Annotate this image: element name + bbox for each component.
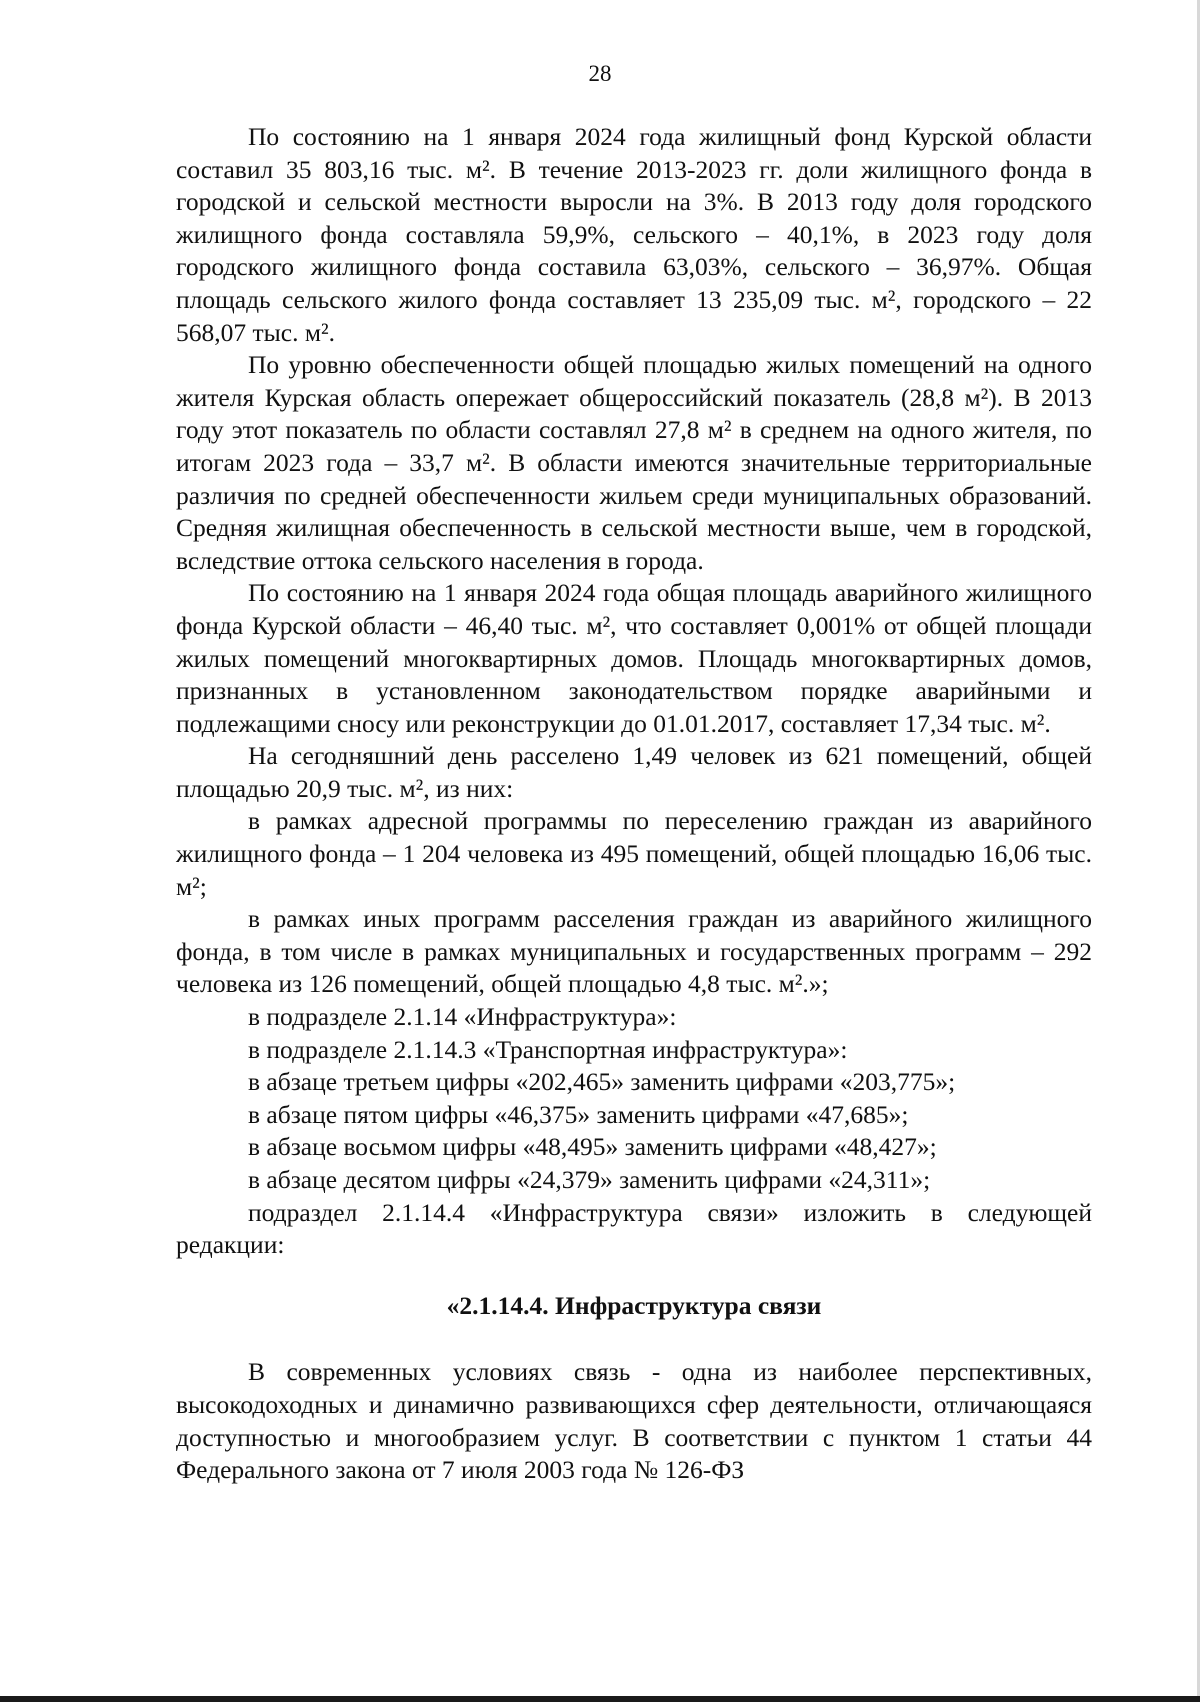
section-heading: «2.1.14.4. Инфраструктура связи xyxy=(446,1290,822,1320)
scan-border-line xyxy=(0,1696,1200,1702)
amendment-para-3: в абзаце третьем цифры «202,465» заменить цифрами «203,775»; xyxy=(248,1067,956,1097)
page-number: 28 xyxy=(588,61,612,86)
paragraph-other-programs: в рамках иных программ расселения граждан из аварийного жилищного фонда, в том числе в рамках муниципальных и государственных программ – 292 человека из 126 помещений, общей площадью 4,8 тыс. м².»; xyxy=(176,904,1092,999)
paragraph-housing-stock: По состоянию на 1 января 2024 года жилищный фонд Курской области составил 35 803,16 тыс. м². В течение 2013-2023 гг. доли жилищного фонда в городской и сельской местности выросли на 3%. В 2013 году доля городского жилищного фонда составляла 59,9%, сельского – 40,1%, в 2023 году доля городского жилищного фонда составила 63,03%, сельского – 36,97%. Общая площадь сельского жилого фонда составляет 13 235,09 тыс. м², городского – 22 568,07 тыс. м². xyxy=(176,122,1092,347)
amendment-para-5: в абзаце пятом цифры «46,375» заменить цифрами «47,685»; xyxy=(248,1099,909,1129)
paragraph-communications: В современных условиях связь - одна из наиболее перспективных, высокодоходных и динамично развивающихся сфер деятельности, отличающаяся доступностью и многообразием услуг. В соответствии с пунктом 1 статьи 44 Федерального закона от 7 июля 2003 года № 126-ФЗ xyxy=(176,1357,1092,1485)
paragraph-resettled: На сегодняшний день расселено 1,49 человек из 621 помещений, общей площадью 20,9 тыс. м², из них: xyxy=(176,741,1092,803)
document-body xyxy=(176,121,1092,1487)
amendment-para-10: в абзаце десятом цифры «24,379» заменить цифрами «24,311»; xyxy=(248,1165,931,1194)
amendment-transport: в подразделе 2.1.14.3 «Транспортная инфраструктура»: xyxy=(248,1034,848,1064)
amendment-communications: подраздел 2.1.14.4 «Инфраструктура связи» изложить в следующей редакции: xyxy=(176,1197,1092,1260)
paragraph-address-program: в рамках адресной программы по переселению граждан из аварийного жилищного фонда – 1 204 человека из 495 помещений, общей площадью 16,06 тыс. м²; xyxy=(176,806,1092,901)
paragraph-emergency-housing: По состоянию на 1 января 2024 года общая площадь аварийного жилищного фонда Курской области – 46,40 тыс. м², что составляет 0,001% от общей площади жилых помещений многоквартирных домов. Площадь многоквартирных домов, признанных в установленном законодательством порядке аварийными и подлежащими сносу или реконструкции до 01.01.2017, составляет 17,34 тыс. м². xyxy=(176,578,1092,738)
amendment-para-8: в абзаце восьмом цифры «48,495» заменить цифрами «48,427»; xyxy=(248,1132,937,1162)
paragraph-housing-provision: По уровню обеспеченности общей площадью жилых помещений на одного жителя Курская область опережает общероссийский показатель (28,8 м²). В 2013 году этот показатель по области составлял 27,8 м² в среднем на одного жителя, по итогам 2023 года – 33,7 м². В области имеются значительные территориальные различия по средней обеспеченности жильем среди муниципальных образований. Средняя жилищная обеспеченность в сельской местности выше, чем в городской, вследствие оттока сельского населения в города. xyxy=(176,350,1092,575)
amendment-infrastructure: в подразделе 2.1.14 «Инфраструктура»: xyxy=(248,1002,677,1032)
